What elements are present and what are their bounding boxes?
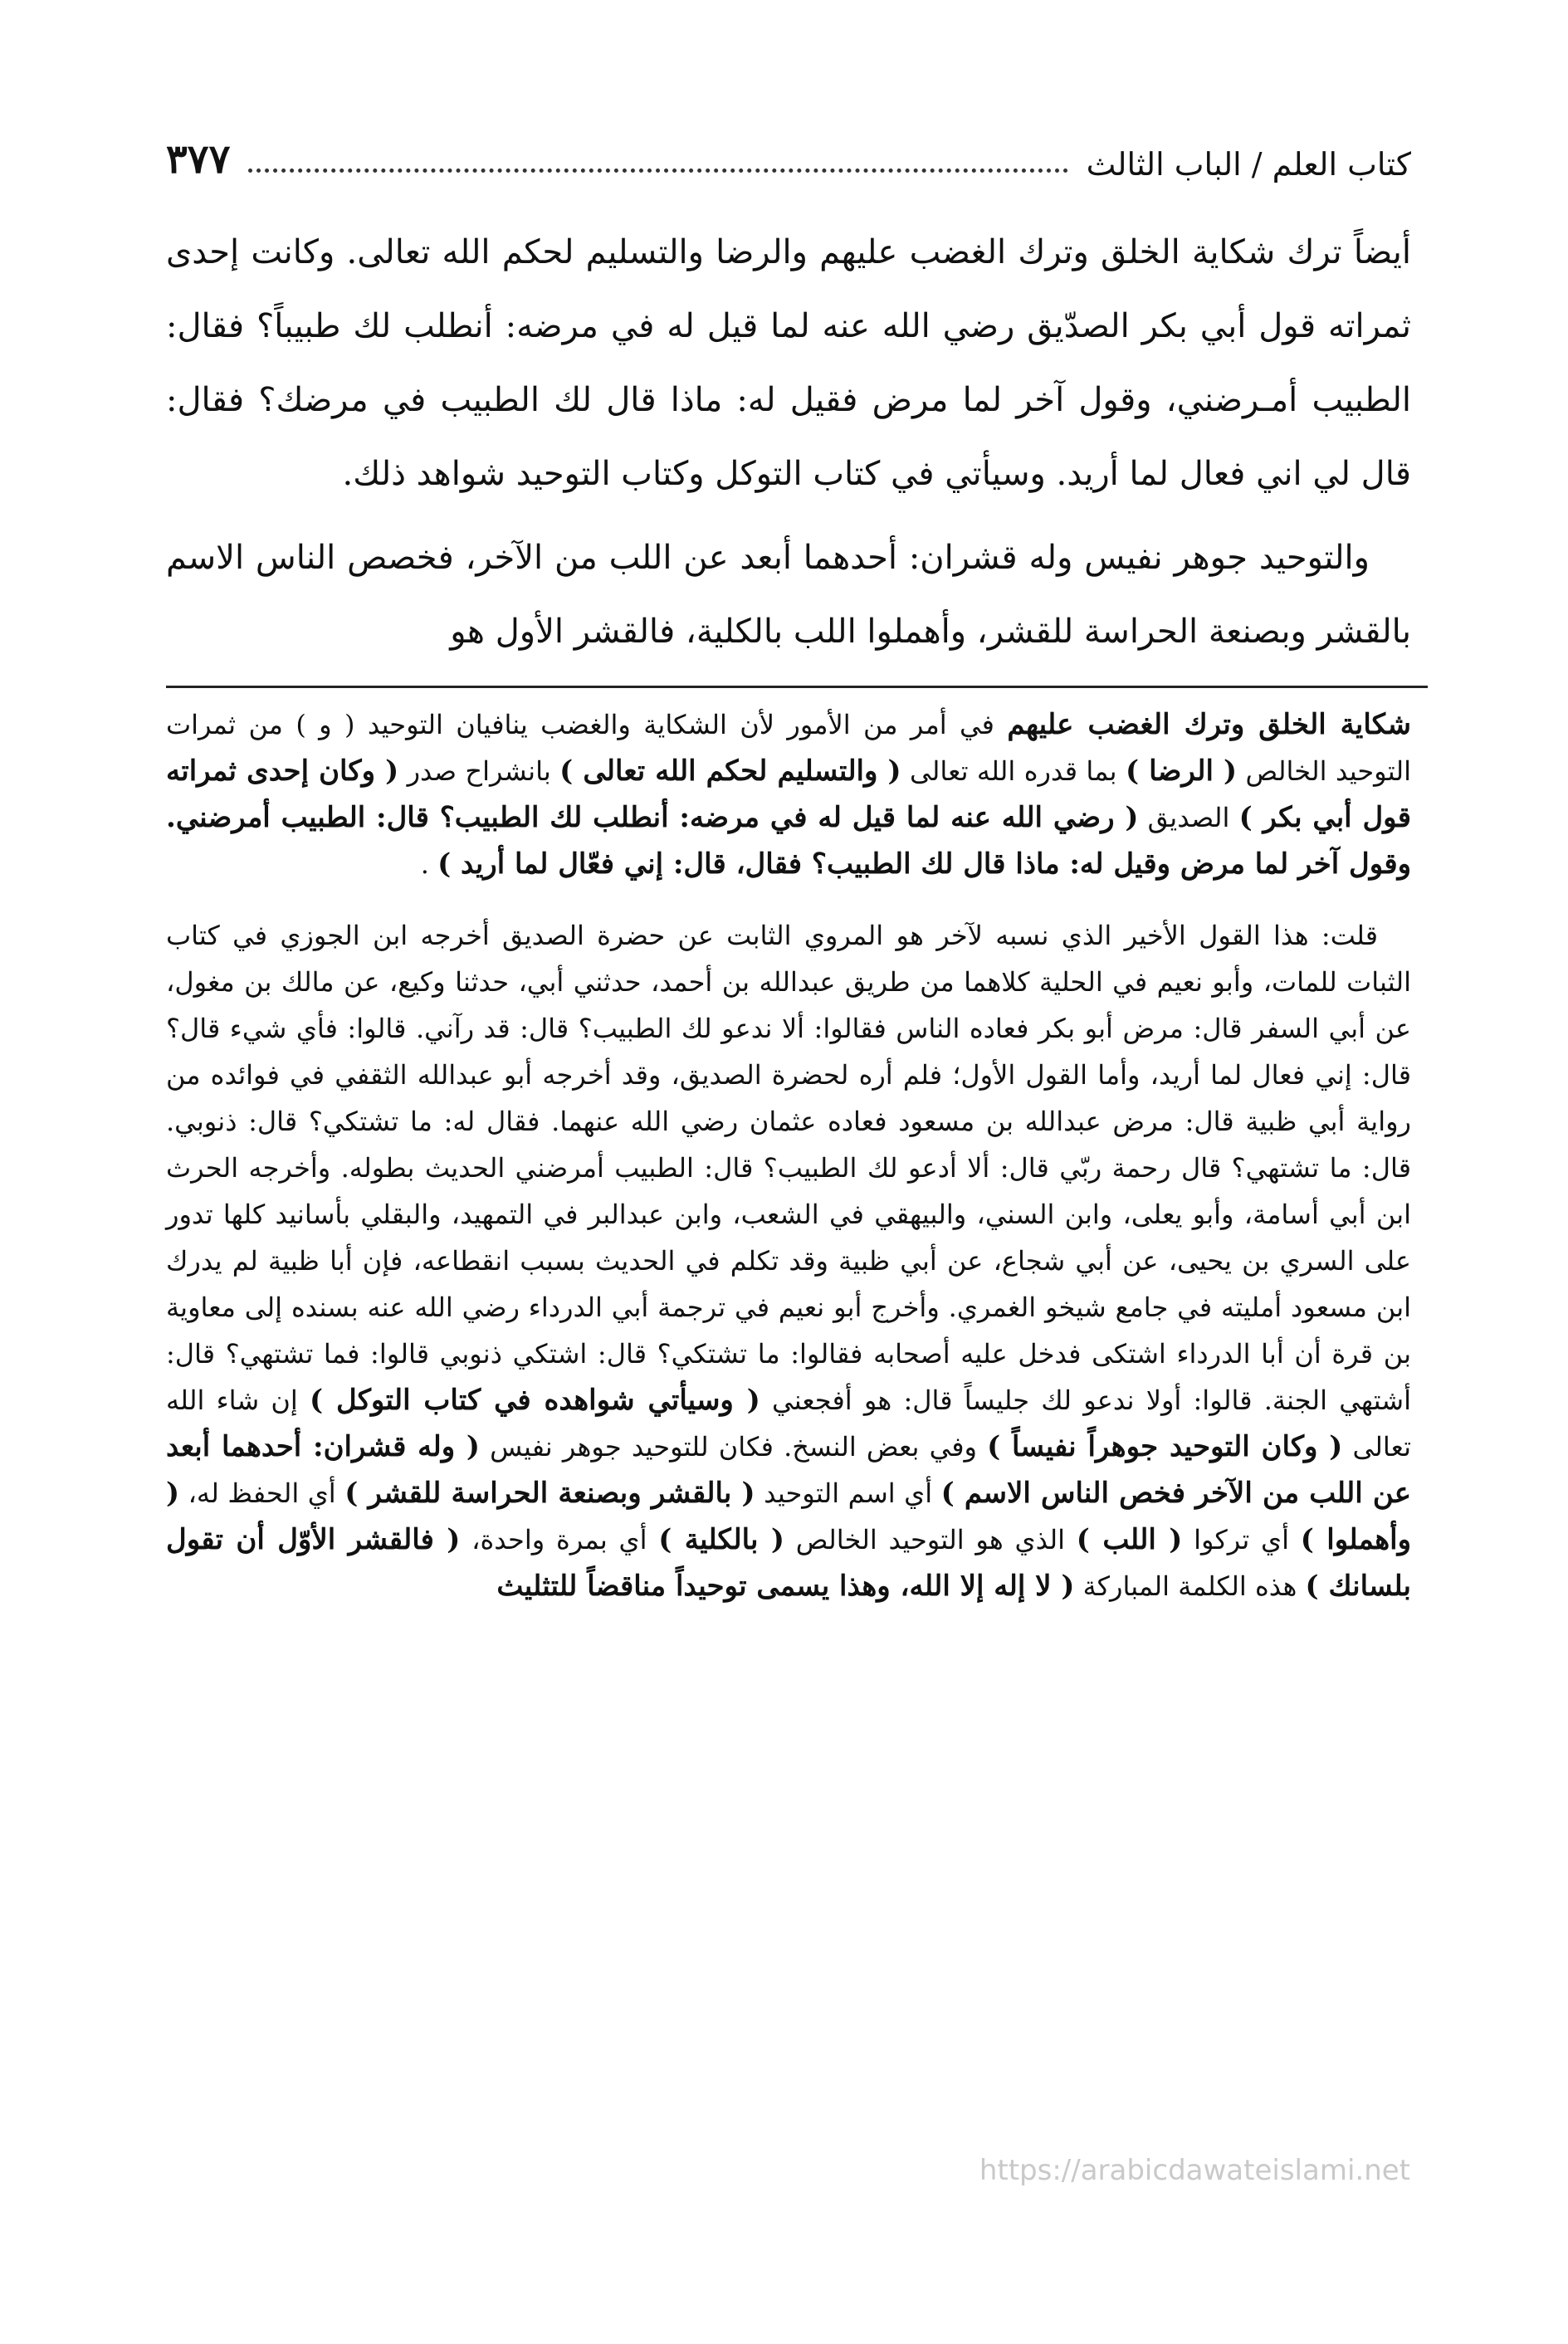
- main-paragraph-2: والتوحيد جوهر نفيس وله قشران: أحدهما أبعد عن اللب من الآخر، فخصص الناس الاسم بالقشر وبصنعة الحراسة للقشر، وأهملوا اللب بالكلية، فالقشر الأول هو: [166, 539, 1411, 651]
- commentary-text-run: أي اسم التوحيد: [755, 1477, 941, 1509]
- quoted-text: ( بالقشر وبصنعة الحراسة للقشر ): [344, 1477, 755, 1510]
- book-page: [166, 125, 1411, 1609]
- quoted-text: ( رضي الله عنه لما قيل له في مرضه: أنطلب لك الطبيب؟ قال: الطبيب أمرضني. وقول آخر لما مرض وقيل له: ماذا قال لك الطبيب؟ فقال، قال: إني فعّال لما أريد ): [166, 801, 1411, 881]
- commentary-paragraph-1: [166, 701, 1411, 887]
- commentary-text: [166, 701, 1411, 1609]
- running-title: كتاب العلم / الباب الثالث: [1086, 146, 1411, 183]
- commentary-text-run: أي تركوا: [1182, 1524, 1301, 1555]
- commentary-text-run: إن شاء الله تعالى: [166, 1384, 1411, 1463]
- quoted-text: ( والتسليم لحكم الله تعالى ): [559, 754, 901, 788]
- commentary-text-run: أي بمرة واحدة،: [460, 1524, 659, 1555]
- quoted-text: ( اللب ): [1076, 1523, 1183, 1556]
- commentary-text-run: الصديق: [1138, 802, 1239, 833]
- quoted-text: ( بالكلية ): [658, 1523, 784, 1556]
- quoted-text: ( وكان التوحيد جوهراً نفيساً ): [987, 1430, 1343, 1463]
- commentary-text-run: قلت: هذا القول الأخير الذي نسبه لآخر هو المروي الثابت عن حضرة الصديق أخرجه ابن الجوزي في كتاب الثبات للمات، وأبو نعيم في الحلية كلاهما من طريق عبدالله بن أحمد، حدثني أبي، حدثنا وكيع، عن مالك بن مغول، عن أبي السفر قال: مرض أبو بكر فعاده الناس فقالوا: ألا ندعو لك الطبيب؟ قال: قد رآني. قالوا: فأي شيء قال؟ قال: إني فعال لما أريد، وأما القول الأول؛ فلم أره لحضرة الصديق، وقد أخرجه أبو عبدالله الثقفي في فوائده من رواية أبي ظبية قال: مرض عبدالله بن مسعود فعاده عثمان رضي الله عنهما. فقال له: ما تشتكي؟ قال: ذنوبي. قال: ما تشتهي؟ قال رحمة ربّي قال: ألا أدعو لك الطبيب؟ قال: الطبيب أمرضني الحديث بطوله. وأخرجه الحرث ابن أبي أسامة، وأبو يعلى، وابن السني، والبيهقي في الشعب، وابن عبدالبر في التمهيد، والبقلي بأسانيد كلها تدور على السري بن يحيى، عن أبي شجاع، عن أبي ظبية وقد تكلم في الحديث بسبب انقطاعه، فإن أبا ظبية لم يدرك ابن مسعود أمليته في جامع شيخو الغمري. وأخرج أبو نعيم في ترجمة أبي الدرداء رضي الله عنه بسنده إلى معاوية بن قرة أن أبا الدرداء اشتكى فدخل عليه أصحابه فقالوا: ما تشتكي؟ قال: اشتكي ذنوبي قالوا: فما تشتهي؟ قال: أشتهي الجنة. قالوا: أولا ندعو لك جليساً قال: هو أفجعني: [166, 920, 1412, 1416]
- quoted-text: ( وكان إحدى ثمراته قول أبي بكر ): [166, 754, 1412, 834]
- commentary-text-run: .: [420, 848, 438, 880]
- page-number: ٣٧٧: [166, 136, 231, 183]
- footnote-divider: [166, 686, 1428, 688]
- main-paragraph-1: أيضاً ترك شكاية الخلق وترك الغضب عليهم والرضا والتسليم لحكم الله تعالى. وكانت إحدى ثمراته قول أبي بكر الصدّيق رضي الله عنه لما قيل له في مرضه: أنطلب لك طبيباً؟ فقال: الطبيب أمـرضني، وقول آخر لما مرض فقيل له: ماذا قال لك الطبيب في مرضك؟ فقال: قال لي اني فعال لما أريد. وسيأتي في كتاب التوكل وكتاب التوحيد شواهد ذلك.: [166, 233, 1412, 493]
- commentary-text-run: وفي بعض النسخ. فكان للتوحيد جوهر نفيس: [480, 1431, 988, 1463]
- commentary-text-run: بانشراح صدر: [398, 755, 560, 787]
- quoted-text: ( لا إله إلا الله، وهذا يسمى توحيداً مناقضاً للتثليث: [496, 1570, 1075, 1603]
- quoted-text: ( وله قشران: أحدهما أبعد عن اللب من الآخر فخص الناس الاسم ): [166, 1430, 1412, 1510]
- quoted-text: ( وسيأتي شواهده في كتاب التوكل ): [310, 1384, 760, 1417]
- commentary-text-run: أي الحفظ له،: [179, 1477, 345, 1509]
- page-header: [166, 125, 1411, 183]
- quoted-text: ( وأهملوا ): [166, 1477, 1412, 1556]
- commentary-text-run: الذي هو التوحيد الخالص: [784, 1524, 1077, 1555]
- commentary-text-run: بما قدره الله تعالى: [901, 755, 1126, 787]
- source-watermark: https://arabicdawateislami.net: [979, 2154, 1410, 2187]
- header-leader-dots: [248, 168, 1067, 173]
- quoted-text: ( فالقشر الأوّل أن تقول بلسانك ): [166, 1523, 1411, 1603]
- commentary-paragraph-2: [166, 912, 1411, 1609]
- quoted-text: شكاية الخلق وترك الغضب عليهم: [1007, 708, 1411, 741]
- main-text: [166, 216, 1411, 669]
- quoted-text: ( الرضا ): [1126, 754, 1238, 788]
- commentary-text-run: هذه الكلمة المباركة: [1074, 1570, 1306, 1602]
- commentary-text-run: في أمر من الأمور لأن الشكاية والغضب ينافيان التوحيد ( و ) من ثمرات التوحيد الخالص: [166, 709, 1412, 787]
